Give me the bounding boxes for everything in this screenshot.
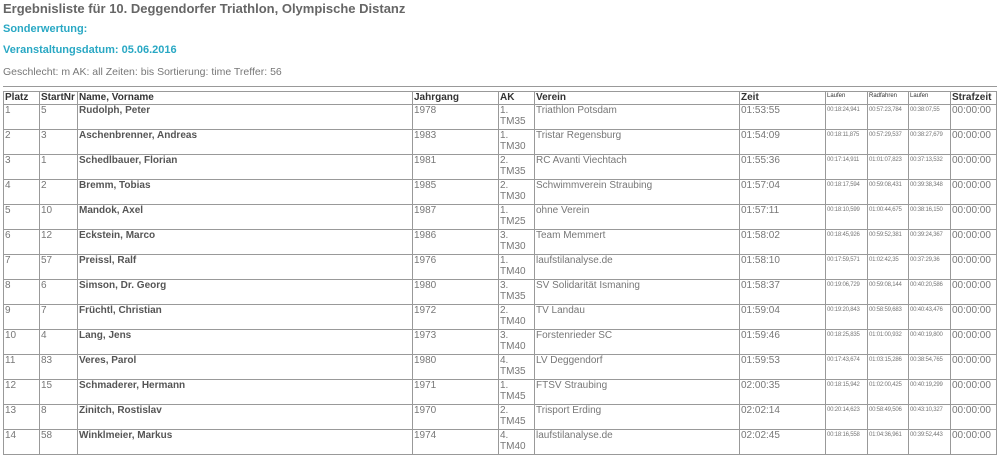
table-row bbox=[4, 430, 997, 455]
cell-jahrgang: 1973 bbox=[413, 330, 499, 355]
cell-startnr: 1 bbox=[40, 155, 78, 180]
cell-platz: 10 bbox=[4, 330, 40, 355]
col-startnr[interactable]: StartNr bbox=[40, 92, 78, 105]
cell-ak bbox=[499, 255, 535, 280]
col-strafzeit[interactable]: Strafzeit bbox=[951, 92, 997, 105]
ak-class: TM45 bbox=[500, 391, 526, 402]
cell-zeit: 01:57:04 bbox=[740, 180, 826, 205]
cell-ak bbox=[499, 205, 535, 230]
cell-strafzeit: 00:00:00 bbox=[951, 255, 997, 280]
cell-verein: laufstilanalyse.de bbox=[535, 255, 740, 280]
cell-verein: SV Solidarität Ismaning bbox=[535, 280, 740, 305]
cell-radfahren: 00:57:29,537 bbox=[868, 130, 909, 155]
cell-radfahren: 01:01:00,932 bbox=[868, 330, 909, 355]
cell-zeit: 01:59:53 bbox=[740, 355, 826, 380]
table-header-row bbox=[4, 92, 997, 105]
cell-name: Aschenbrenner, Andreas bbox=[78, 130, 413, 155]
ak-rank: 2. bbox=[500, 180, 509, 191]
cell-strafzeit: 00:00:00 bbox=[951, 305, 997, 330]
cell-name: Preissl, Ralf bbox=[78, 255, 413, 280]
ak-rank: 1. bbox=[500, 105, 509, 116]
cell-platz: 11 bbox=[4, 355, 40, 380]
cell-zeit: 01:54:09 bbox=[740, 130, 826, 155]
ak-rank: 1. bbox=[500, 205, 509, 216]
cell-zeit: 01:59:46 bbox=[740, 330, 826, 355]
cell-jahrgang: 1976 bbox=[413, 255, 499, 280]
ak-rank: 1. bbox=[500, 380, 509, 391]
cell-ak bbox=[499, 430, 535, 455]
cell-verein: Triathlon Potsdam bbox=[535, 105, 740, 130]
cell-laufen-2: 00:40:20,586 bbox=[909, 280, 951, 305]
cell-laufen-1: 00:18:16,558 bbox=[826, 430, 868, 455]
cell-name: Rudolph, Peter bbox=[78, 105, 413, 130]
ak-rank: 2. bbox=[500, 405, 509, 416]
cell-zeit: 02:02:45 bbox=[740, 430, 826, 455]
cell-strafzeit: 00:00:00 bbox=[951, 280, 997, 305]
cell-name: Lang, Jens bbox=[78, 330, 413, 355]
cell-zeit: 01:58:10 bbox=[740, 255, 826, 280]
ak-rank: 4. bbox=[500, 355, 509, 366]
cell-jahrgang: 1971 bbox=[413, 380, 499, 405]
table-row bbox=[4, 380, 997, 405]
page-title: Ergebnisliste für 10. Deggendorfer Triathlon, Olympische Distanz bbox=[3, 1, 406, 16]
cell-laufen-2: 00:37:29,36 bbox=[909, 255, 951, 280]
col-radfahren[interactable]: Radfahren bbox=[868, 92, 909, 105]
cell-platz: 2 bbox=[4, 130, 40, 155]
cell-jahrgang: 1972 bbox=[413, 305, 499, 330]
cell-name: Winklmeier, Markus bbox=[78, 430, 413, 455]
cell-radfahren: 00:58:59,683 bbox=[868, 305, 909, 330]
cell-radfahren: 01:04:36,961 bbox=[868, 430, 909, 455]
cell-name: Zinitch, Rostislav bbox=[78, 405, 413, 430]
cell-verein: Trisport Erding bbox=[535, 405, 740, 430]
cell-platz: 1 bbox=[4, 105, 40, 130]
cell-startnr: 58 bbox=[40, 430, 78, 455]
cell-startnr: 2 bbox=[40, 180, 78, 205]
col-name[interactable]: Name, Vorname bbox=[78, 92, 413, 105]
table-row bbox=[4, 105, 997, 130]
cell-radfahren: 00:57:23,784 bbox=[868, 105, 909, 130]
cell-jahrgang: 1980 bbox=[413, 355, 499, 380]
cell-strafzeit: 00:00:00 bbox=[951, 105, 997, 130]
cell-laufen-1: 00:17:43,674 bbox=[826, 355, 868, 380]
cell-name: Früchtl, Christian bbox=[78, 305, 413, 330]
cell-startnr: 10 bbox=[40, 205, 78, 230]
ak-rank: 1. bbox=[500, 255, 509, 266]
cell-platz: 7 bbox=[4, 255, 40, 280]
ak-rank: 2. bbox=[500, 305, 509, 316]
cell-verein: RC Avanti Viechtach bbox=[535, 155, 740, 180]
cell-laufen-2: 00:40:43,476 bbox=[909, 305, 951, 330]
ak-class: TM40 bbox=[500, 341, 526, 352]
filter-summary: Geschlecht: m AK: all Zeiten: bis Sortierung: time Treffer: 56 bbox=[3, 66, 282, 78]
col-platz[interactable]: Platz bbox=[4, 92, 40, 105]
table-row bbox=[4, 130, 997, 155]
cell-strafzeit: 00:00:00 bbox=[951, 155, 997, 180]
cell-strafzeit: 00:00:00 bbox=[951, 430, 997, 455]
cell-jahrgang: 1981 bbox=[413, 155, 499, 180]
cell-startnr: 3 bbox=[40, 130, 78, 155]
ak-rank: 3. bbox=[500, 330, 509, 341]
cell-ak bbox=[499, 305, 535, 330]
cell-jahrgang: 1985 bbox=[413, 180, 499, 205]
cell-name: Eckstein, Marco bbox=[78, 230, 413, 255]
cell-name: Bremm, Tobias bbox=[78, 180, 413, 205]
ak-class: TM35 bbox=[500, 116, 526, 127]
cell-laufen-2: 00:38:54,765 bbox=[909, 355, 951, 380]
cell-startnr: 57 bbox=[40, 255, 78, 280]
col-ak[interactable]: AK bbox=[499, 92, 535, 105]
cell-startnr: 8 bbox=[40, 405, 78, 430]
cell-platz: 3 bbox=[4, 155, 40, 180]
cell-radfahren: 01:02:42,35 bbox=[868, 255, 909, 280]
table-row bbox=[4, 405, 997, 430]
cell-zeit: 01:53:55 bbox=[740, 105, 826, 130]
ak-rank: 3. bbox=[500, 230, 509, 241]
cell-laufen-2: 00:40:19,299 bbox=[909, 380, 951, 405]
cell-laufen-1: 00:18:45,926 bbox=[826, 230, 868, 255]
cell-platz: 4 bbox=[4, 180, 40, 205]
cell-jahrgang: 1978 bbox=[413, 105, 499, 130]
cell-ak bbox=[499, 180, 535, 205]
table-row bbox=[4, 355, 997, 380]
cell-ak bbox=[499, 380, 535, 405]
cell-laufen-1: 00:20:14,623 bbox=[826, 405, 868, 430]
cell-platz: 9 bbox=[4, 305, 40, 330]
cell-jahrgang: 1980 bbox=[413, 280, 499, 305]
cell-verein: ohne Verein bbox=[535, 205, 740, 230]
table-row bbox=[4, 330, 997, 355]
cell-ak bbox=[499, 105, 535, 130]
cell-ak bbox=[499, 230, 535, 255]
ak-rank: 4. bbox=[500, 430, 509, 441]
cell-ak bbox=[499, 155, 535, 180]
event-date: Veranstaltungsdatum: 05.06.2016 bbox=[3, 44, 177, 56]
ak-rank: 3. bbox=[500, 280, 509, 291]
cell-jahrgang: 1970 bbox=[413, 405, 499, 430]
cell-name: Mandok, Axel bbox=[78, 205, 413, 230]
cell-startnr: 7 bbox=[40, 305, 78, 330]
cell-laufen-1: 00:19:06,729 bbox=[826, 280, 868, 305]
cell-name: Veres, Parol bbox=[78, 355, 413, 380]
col-laufen-2[interactable]: Laufen bbox=[909, 92, 951, 105]
cell-radfahren: 01:03:15,286 bbox=[868, 355, 909, 380]
cell-verein: Team Memmert bbox=[535, 230, 740, 255]
cell-laufen-1: 00:18:25,835 bbox=[826, 330, 868, 355]
table-row bbox=[4, 230, 997, 255]
cell-laufen-2: 00:38:27,679 bbox=[909, 130, 951, 155]
cell-startnr: 4 bbox=[40, 330, 78, 355]
cell-laufen-2: 00:39:52,443 bbox=[909, 430, 951, 455]
cell-platz: 12 bbox=[4, 380, 40, 405]
cell-laufen-2: 00:43:10,327 bbox=[909, 405, 951, 430]
cell-name: Schedlbauer, Florian bbox=[78, 155, 413, 180]
cell-strafzeit: 00:00:00 bbox=[951, 180, 997, 205]
cell-verein: Forstenrieder SC bbox=[535, 330, 740, 355]
ak-class: TM30 bbox=[500, 191, 526, 202]
cell-verein: FTSV Straubing bbox=[535, 380, 740, 405]
cell-verein: laufstilanalyse.de bbox=[535, 430, 740, 455]
cell-laufen-2: 00:40:19,800 bbox=[909, 330, 951, 355]
cell-radfahren: 00:59:52,381 bbox=[868, 230, 909, 255]
cell-ak bbox=[499, 405, 535, 430]
table-row bbox=[4, 305, 997, 330]
table-row bbox=[4, 280, 997, 305]
cell-startnr: 83 bbox=[40, 355, 78, 380]
cell-laufen-2: 00:37:13,532 bbox=[909, 155, 951, 180]
cell-zeit: 01:57:11 bbox=[740, 205, 826, 230]
cell-platz: 5 bbox=[4, 205, 40, 230]
cell-name: Simson, Dr. Georg bbox=[78, 280, 413, 305]
cell-zeit: 02:02:14 bbox=[740, 405, 826, 430]
table-row bbox=[4, 180, 997, 205]
cell-startnr: 5 bbox=[40, 105, 78, 130]
cell-radfahren: 00:59:08,144 bbox=[868, 280, 909, 305]
ak-class: TM40 bbox=[500, 316, 526, 327]
cell-laufen-2: 00:39:24,367 bbox=[909, 230, 951, 255]
ak-class: TM35 bbox=[500, 166, 526, 177]
cell-radfahren: 00:59:08,431 bbox=[868, 180, 909, 205]
cell-radfahren: 01:00:44,675 bbox=[868, 205, 909, 230]
cell-strafzeit: 00:00:00 bbox=[951, 205, 997, 230]
cell-strafzeit: 00:00:00 bbox=[951, 330, 997, 355]
cell-strafzeit: 00:00:00 bbox=[951, 130, 997, 155]
cell-zeit: 01:58:37 bbox=[740, 280, 826, 305]
ak-rank: 2. bbox=[500, 155, 509, 166]
results-table bbox=[3, 91, 997, 455]
ak-rank: 1. bbox=[500, 130, 509, 141]
cell-jahrgang: 1974 bbox=[413, 430, 499, 455]
cell-jahrgang: 1987 bbox=[413, 205, 499, 230]
cell-zeit: 02:00:35 bbox=[740, 380, 826, 405]
cell-name: Schmaderer, Hermann bbox=[78, 380, 413, 405]
cell-startnr: 12 bbox=[40, 230, 78, 255]
cell-platz: 6 bbox=[4, 230, 40, 255]
cell-laufen-1: 00:17:59,571 bbox=[826, 255, 868, 280]
cell-startnr: 6 bbox=[40, 280, 78, 305]
cell-startnr: 15 bbox=[40, 380, 78, 405]
cell-laufen-1: 00:18:11,875 bbox=[826, 130, 868, 155]
cell-laufen-1: 00:18:17,594 bbox=[826, 180, 868, 205]
cell-platz: 13 bbox=[4, 405, 40, 430]
cell-ak bbox=[499, 130, 535, 155]
cell-laufen-1: 00:18:15,942 bbox=[826, 380, 868, 405]
cell-radfahren: 00:58:49,506 bbox=[868, 405, 909, 430]
cell-zeit: 01:59:04 bbox=[740, 305, 826, 330]
cell-strafzeit: 00:00:00 bbox=[951, 230, 997, 255]
cell-strafzeit: 00:00:00 bbox=[951, 355, 997, 380]
ak-class: TM30 bbox=[500, 141, 526, 152]
ak-class: TM30 bbox=[500, 241, 526, 252]
cell-verein: Schwimmverein Straubing bbox=[535, 180, 740, 205]
col-verein[interactable]: Verein bbox=[535, 92, 740, 105]
cell-laufen-2: 00:39:38,348 bbox=[909, 180, 951, 205]
cell-radfahren: 01:02:00,425 bbox=[868, 380, 909, 405]
table-row bbox=[4, 255, 997, 280]
cell-laufen-2: 00:38:16,150 bbox=[909, 205, 951, 230]
cell-ak bbox=[499, 355, 535, 380]
cell-verein: TV Landau bbox=[535, 305, 740, 330]
cell-laufen-2: 00:38:07,55 bbox=[909, 105, 951, 130]
cell-jahrgang: 1986 bbox=[413, 230, 499, 255]
cell-laufen-1: 00:17:14,911 bbox=[826, 155, 868, 180]
cell-platz: 14 bbox=[4, 430, 40, 455]
col-zeit[interactable]: Zeit bbox=[740, 92, 826, 105]
cell-zeit: 01:55:36 bbox=[740, 155, 826, 180]
cell-ak bbox=[499, 280, 535, 305]
col-jahrgang[interactable]: Jahrgang bbox=[413, 92, 499, 105]
col-laufen-1[interactable]: Laufen bbox=[826, 92, 868, 105]
ak-class: TM25 bbox=[500, 216, 526, 227]
cell-laufen-1: 00:18:24,941 bbox=[826, 105, 868, 130]
ak-class: TM35 bbox=[500, 291, 526, 302]
sonderwertung-label: Sonderwertung: bbox=[3, 23, 88, 35]
divider bbox=[3, 86, 997, 87]
cell-strafzeit: 00:00:00 bbox=[951, 405, 997, 430]
cell-verein: Tristar Regensburg bbox=[535, 130, 740, 155]
cell-laufen-1: 00:18:10,599 bbox=[826, 205, 868, 230]
ak-class: TM40 bbox=[500, 441, 526, 452]
cell-verein: LV Deggendorf bbox=[535, 355, 740, 380]
cell-radfahren: 01:01:07,823 bbox=[868, 155, 909, 180]
cell-ak bbox=[499, 330, 535, 355]
cell-laufen-1: 00:19:20,843 bbox=[826, 305, 868, 330]
table-row bbox=[4, 205, 997, 230]
ak-class: TM35 bbox=[500, 366, 526, 377]
cell-zeit: 01:58:02 bbox=[740, 230, 826, 255]
ak-class: TM40 bbox=[500, 266, 526, 277]
table-row bbox=[4, 155, 997, 180]
cell-strafzeit: 00:00:00 bbox=[951, 380, 997, 405]
cell-jahrgang: 1983 bbox=[413, 130, 499, 155]
cell-platz: 8 bbox=[4, 280, 40, 305]
ak-class: TM45 bbox=[500, 416, 526, 427]
